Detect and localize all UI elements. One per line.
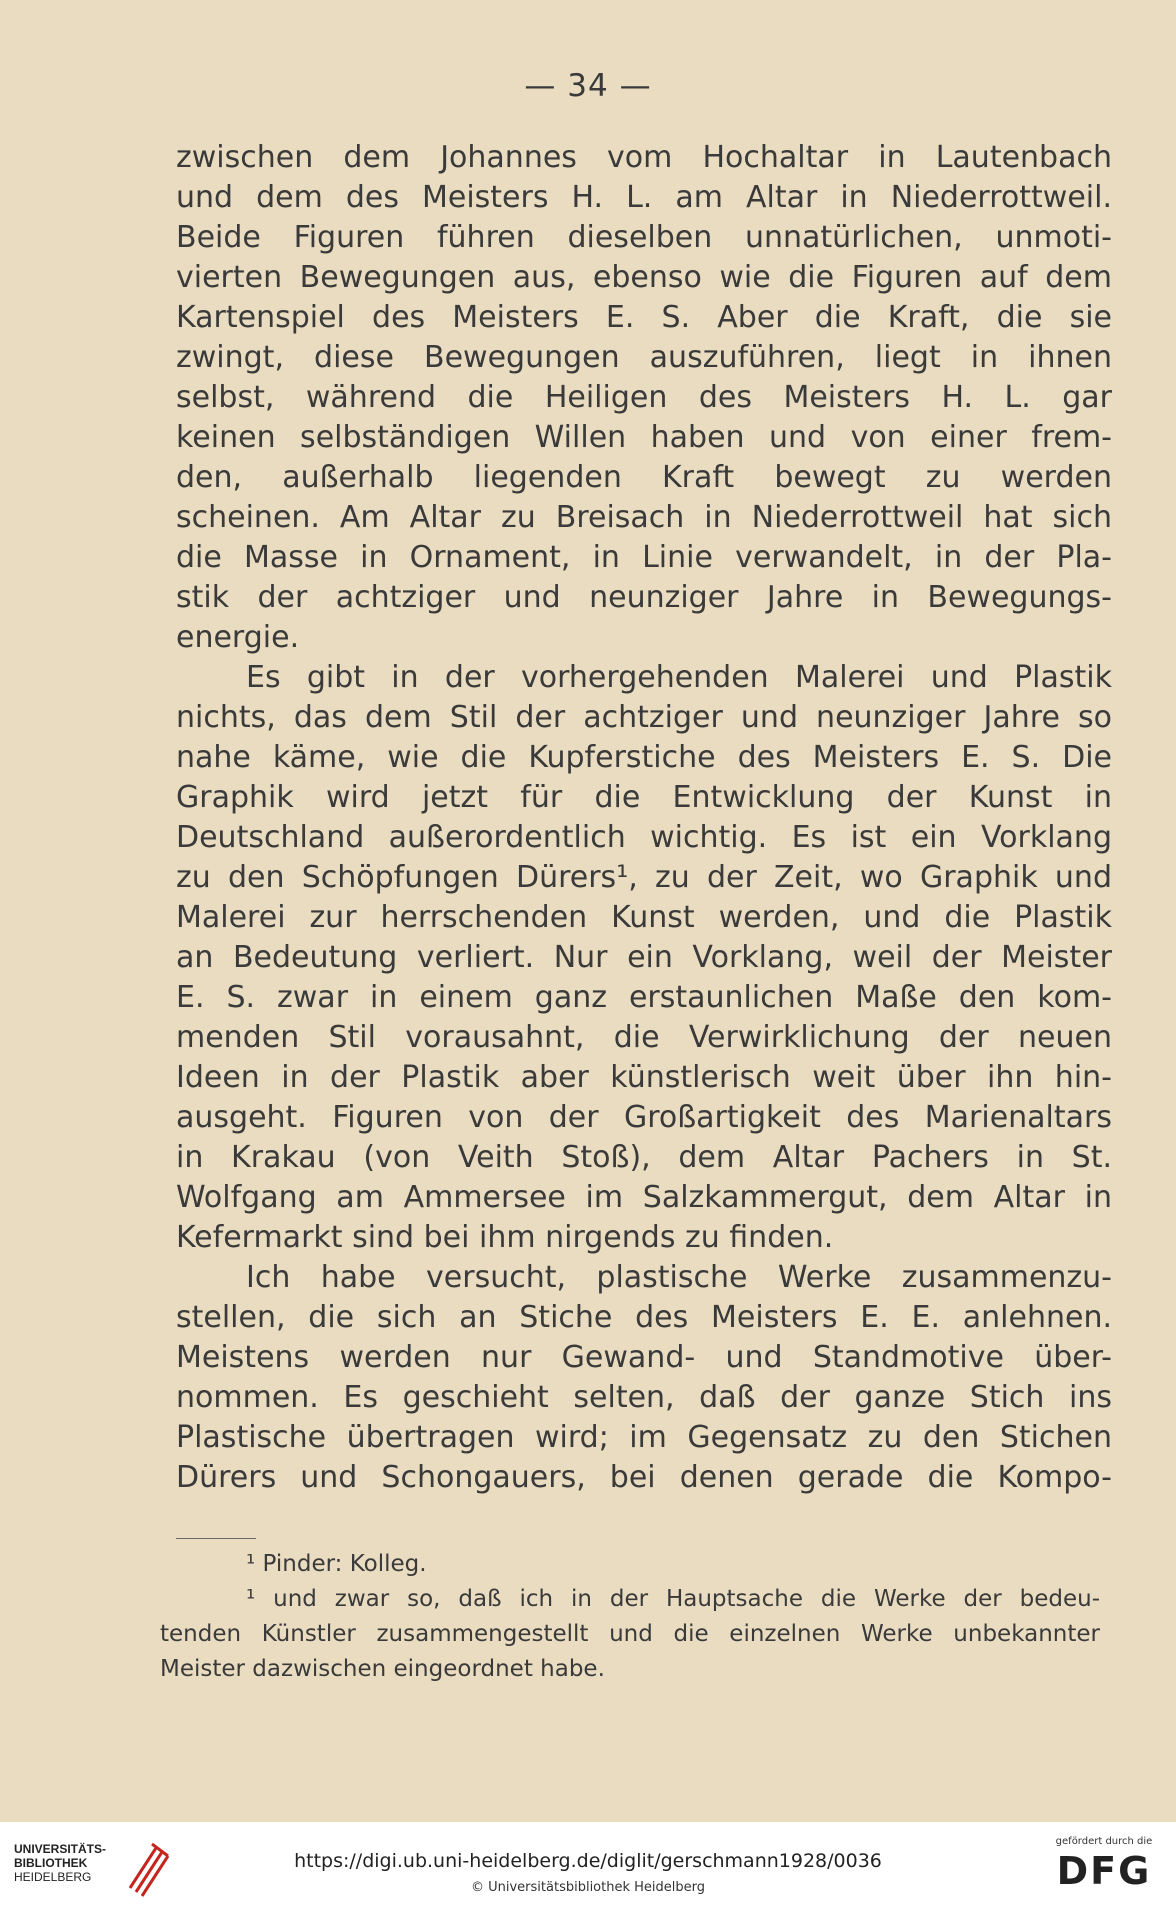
text-line: Ich habe versucht, plastische Werke zusammenzu- [246,1260,1112,1295]
footnote-line: Meister dazwischen eingeordnet habe. [160,1656,605,1682]
text-line: an Bedeutung verliert. Nur ein Vorklang, weil der Meister [176,940,1112,975]
body-text [176,138,1112,1498]
text-line: Es gibt in der vorhergehenden Malerei und Plastik [246,660,1112,695]
text-line: E. S. zwar in einem ganz erstaunlichen Maße den kom- [176,980,1112,1015]
text-line: menden Stil vorausahnt, die Verwirklichung der neuen [176,1020,1112,1055]
text-line: und dem des Meisters H. L. am Altar in Niederrottweil. [176,180,1112,215]
text-line: in Krakau (von Veith Stoß), dem Altar Pachers in St. [176,1140,1112,1175]
footnote-line: ¹ und zwar so, daß ich in der Hauptsache die Werke der bedeu- [246,1586,1100,1612]
dfg-logo-icon: DFG [1056,1849,1152,1893]
footnotes [160,1547,1100,1687]
text-line: die Masse in Ornament, in Linie verwandelt, in der Pla- [176,540,1112,575]
text-line: ausgeht. Figuren von der Großartigkeit des Marienaltars [176,1100,1112,1135]
text-line: Deutschland außerordentlich wichtig. Es ist ein Vorklang [176,820,1112,855]
library-name-line: HEIDELBERG [14,1870,92,1884]
text-line: nahe käme, wie die Kupferstiche des Meisters E. S. Die [176,740,1112,775]
text-line: Dürers und Schongauers, bei denen gerade die Kompo- [176,1460,1112,1495]
page-number: — 34 — [524,68,652,104]
text-line: nichts, das dem Stil der achtziger und neunziger Jahre so [176,700,1112,735]
text-line: Plastische übertragen wird; im Gegensatz zu den Stichen [176,1420,1112,1455]
text-line: Meistens werden nur Gewand- und Standmotive über- [176,1340,1112,1375]
text-line: scheinen. Am Altar zu Breisach in Niederrottweil hat sich [176,500,1112,535]
text-line: Kefermarkt sind bei ihm nirgends zu finden. [176,1220,834,1255]
text-line: selbst, während die Heiligen des Meisters H. L. gar [176,380,1112,415]
footnote-line: tenden Künstler zusammengestellt und die einzelnen Werke unbekannter [160,1621,1100,1647]
funder-logo[interactable] [1044,1836,1164,1891]
text-line: Graphik wird jetzt für die Entwicklung der Kunst in [176,780,1112,815]
text-line: stellen, die sich an Stiche des Meisters E. E. anlehnen. [176,1300,1112,1335]
text-line: energie. [176,620,300,655]
library-name-line: BIBLIOTHEK [14,1856,88,1870]
text-line: vierten Bewegungen aus, ebenso wie die Figuren auf dem [176,260,1112,295]
document-url[interactable]: https://digi.ub.uni-heidelberg.de/diglit/gerschmann1928/0036 [294,1850,882,1872]
viewer-footer [0,1822,1176,1906]
text-line: Beide Figuren führen dieselben unnatürlichen, unmoti- [176,220,1112,255]
text-line: zwischen dem Johannes vom Hochaltar in Lautenbach [176,140,1112,175]
text-line: zu den Schöpfungen Dürers¹, zu der Zeit, wo Graphik und [176,860,1112,895]
copyright-notice: © Universitätsbibliothek Heidelberg [470,1880,705,1895]
text-line: zwingt, diese Bewegungen auszuführen, liegt in ihnen [176,340,1112,375]
funder-note: gefördert durch die [1055,1836,1153,1847]
footnote-line: ¹ Pinder: Kolleg. [246,1551,427,1577]
text-line: den, außerhalb liegenden Kraft bewegt zu werden [176,460,1112,495]
text-line: Kartenspiel des Meisters E. S. Aber die Kraft, die sie [176,300,1112,335]
text-line: Malerei zur herrschenden Kunst werden, und die Plastik [176,900,1112,935]
library-name-line: UNIVERSITÄTS- [14,1842,107,1856]
text-line: Wolfgang am Ammersee im Salzkammergut, dem Altar in [176,1180,1112,1215]
footnote-divider [176,1538,256,1539]
text-line: Ideen in der Plastik aber künstlerisch weit über ihn hin- [176,1060,1112,1095]
text-line: stik der achtziger und neunziger Jahre in Bewegungs- [176,580,1112,615]
text-line: nommen. Es geschieht selten, daß der ganze Stich ins [176,1380,1112,1415]
text-line: keinen selbständigen Willen haben und von einer frem- [176,420,1112,455]
